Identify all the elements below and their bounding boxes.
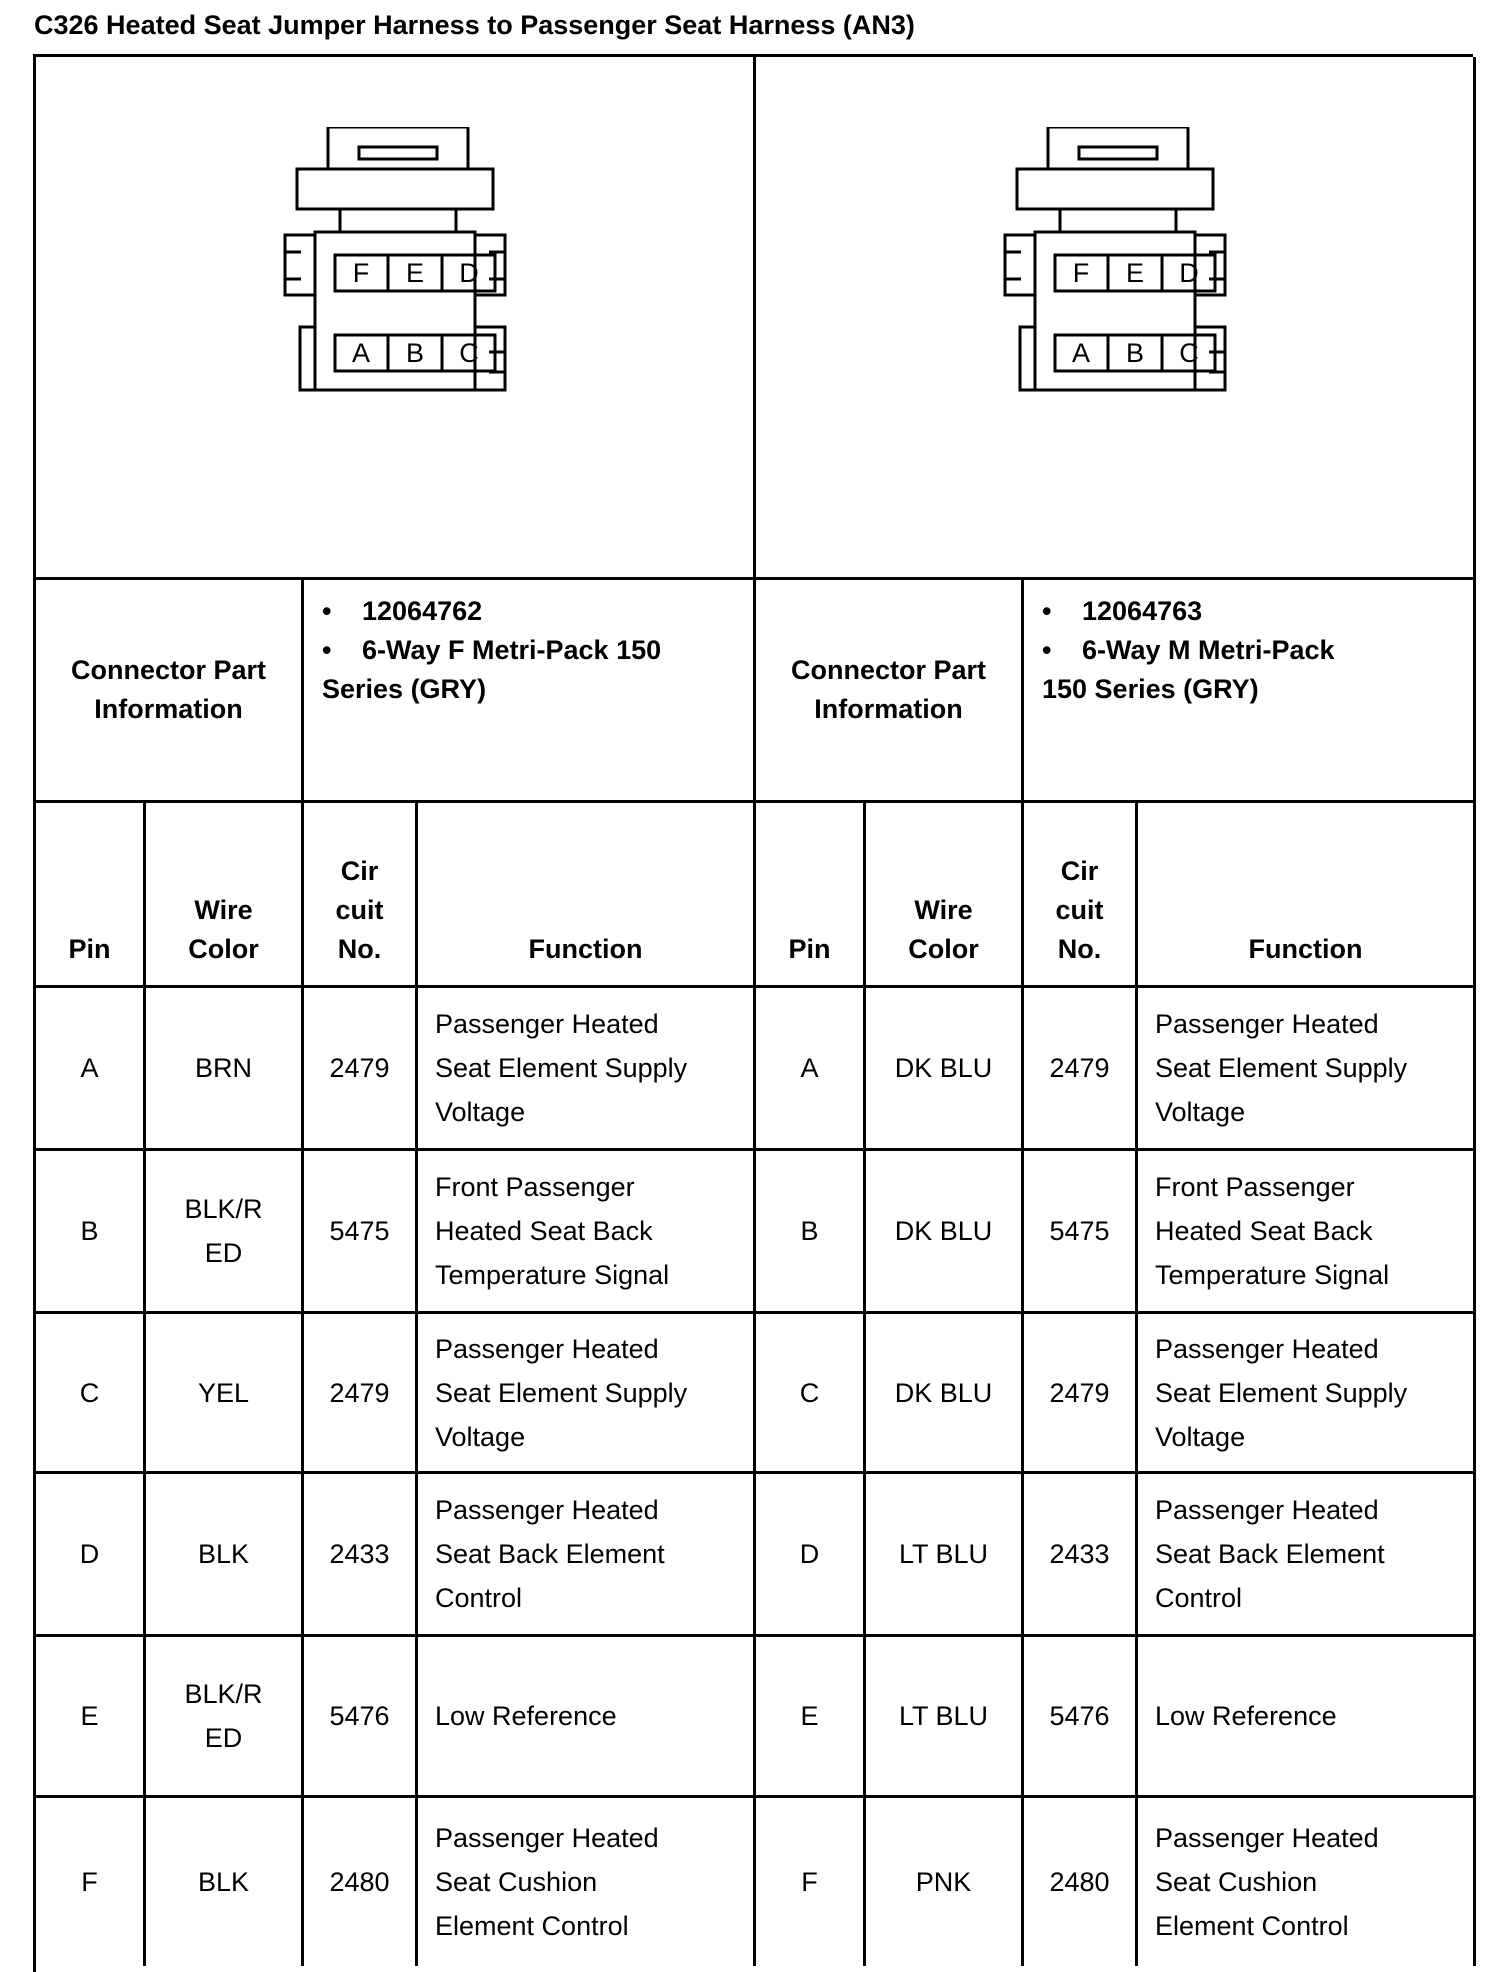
- connector-part-info-value: [304, 580, 756, 803]
- function-text: Seat Back Element: [435, 1539, 665, 1569]
- wire-color-text: DK BLU: [894, 1377, 993, 1408]
- header-text: Color: [188, 934, 259, 964]
- connector-part-info-label: [756, 580, 1024, 803]
- wire-color-text: LT BLU: [898, 1701, 989, 1731]
- header-text: No.: [337, 934, 382, 964]
- connector-part-info-label: [36, 580, 304, 803]
- wire-color-text: YEL: [197, 1377, 250, 1408]
- pin-cell: [756, 1637, 866, 1798]
- wire-color-cell: [866, 1637, 1024, 1798]
- bullet-glyph: •: [1042, 596, 1052, 626]
- connector-part-info-value: [1024, 580, 1476, 803]
- wire-color-text: ED: [204, 1723, 243, 1753]
- wire-color-text: BRN: [194, 1053, 252, 1083]
- function-cell: [418, 1151, 756, 1314]
- part-description: 150 Series (GRY): [1042, 674, 1259, 704]
- part-description: 6-Way F Metri-Pack 150: [362, 635, 662, 665]
- connector-diagram-cell: [756, 57, 1476, 580]
- pin-id: A: [800, 1053, 819, 1083]
- pin-cavity-label: C: [458, 338, 479, 368]
- info-label-line: Connector Part: [70, 655, 267, 685]
- part-number: 12064763: [1082, 596, 1203, 626]
- function-cell: [1138, 1151, 1476, 1314]
- wire-color-cell: [146, 1637, 304, 1798]
- function-cell: [1138, 1798, 1476, 1966]
- header-circuit-number: [1024, 803, 1138, 988]
- pin-id: F: [801, 1867, 818, 1897]
- function-text: Passenger Heated: [1155, 1333, 1379, 1364]
- header-wire-color: [866, 803, 1024, 988]
- function-cell: [418, 1798, 756, 1966]
- function-text: Voltage: [1155, 1421, 1246, 1452]
- function-text: Passenger Heated: [1155, 1823, 1379, 1853]
- pin-cell: [36, 1474, 146, 1637]
- function-text: Temperature Signal: [435, 1260, 670, 1290]
- function-text: Voltage: [1155, 1097, 1246, 1127]
- header-text: cuit: [1055, 895, 1104, 925]
- function-text: Passenger Heated: [1155, 1009, 1379, 1039]
- info-label-line: Connector Part: [790, 655, 987, 685]
- part-number-item: [322, 592, 482, 631]
- header-text: Pin: [68, 934, 111, 964]
- function-text: Seat Back Element: [1155, 1539, 1385, 1569]
- header-text: Function: [1248, 934, 1363, 964]
- circuit-number: 5475: [1049, 1216, 1110, 1246]
- function-text: Temperature Signal: [1155, 1260, 1390, 1290]
- bullet-glyph: •: [322, 596, 332, 626]
- info-label-line: Information: [814, 694, 963, 724]
- pin-id: D: [799, 1539, 820, 1569]
- pin-cavity-label: A: [351, 338, 370, 368]
- info-label-line: Information: [94, 694, 243, 724]
- pin-cell: [756, 1151, 866, 1314]
- part-number: 12064762: [362, 596, 483, 626]
- pin-cell: [36, 1314, 146, 1474]
- function-text: Seat Element Supply: [435, 1377, 688, 1408]
- part-description-item: [322, 670, 486, 709]
- part-description-item: [1042, 631, 1335, 670]
- circuit-number-cell: [304, 1314, 418, 1474]
- pin-id: B: [80, 1216, 99, 1246]
- header-text: Wire: [914, 895, 973, 925]
- function-cell: [418, 988, 756, 1151]
- wire-color-cell: [866, 1314, 1024, 1474]
- circuit-number: 2479: [329, 1053, 390, 1083]
- pin-cell: [36, 1798, 146, 1966]
- wire-color-cell: [866, 1798, 1024, 1966]
- function-text: Control: [435, 1583, 523, 1613]
- pin-cavity-label: B: [405, 338, 424, 368]
- pin-cavity-label: D: [458, 258, 479, 288]
- pin-id: E: [800, 1701, 819, 1731]
- circuit-number: 5476: [1049, 1701, 1110, 1731]
- wire-color-cell: [146, 1474, 304, 1637]
- function-text: Passenger Heated: [435, 1495, 659, 1525]
- pin-cavity-label: E: [1125, 258, 1144, 288]
- circuit-number: 2479: [329, 1377, 390, 1408]
- function-text: Front Passenger: [1155, 1172, 1355, 1202]
- wire-color-text: BLK/R: [184, 1679, 263, 1709]
- header-text: Cir: [340, 856, 379, 886]
- circuit-number: 5475: [329, 1216, 390, 1246]
- wire-color-text: BLK: [197, 1867, 250, 1897]
- circuit-number-cell: [304, 988, 418, 1151]
- pin-cavity-label: D: [1178, 258, 1199, 288]
- pin-cell: [756, 1798, 866, 1966]
- header-text: Pin: [788, 934, 831, 964]
- wire-color-cell: [866, 1474, 1024, 1637]
- pin-cell: [36, 1151, 146, 1314]
- header-text: No.: [1057, 934, 1102, 964]
- function-cell: [1138, 1474, 1476, 1637]
- header-function: [418, 803, 756, 988]
- function-text: Seat Element Supply: [1155, 1377, 1408, 1408]
- pin-id: C: [799, 1377, 820, 1408]
- wire-color-text: BLK: [197, 1539, 250, 1569]
- function-text: Seat Cushion: [435, 1867, 598, 1897]
- wire-color-cell: [146, 1151, 304, 1314]
- function-text: Voltage: [435, 1097, 526, 1127]
- pin-id: C: [79, 1377, 100, 1408]
- wire-color-text: PNK: [915, 1867, 972, 1897]
- pin-cavity-label: C: [1178, 338, 1199, 368]
- wire-color-cell: [146, 988, 304, 1151]
- part-number-item: [1042, 592, 1202, 631]
- function-cell: [418, 1637, 756, 1798]
- circuit-number-cell: [1024, 1314, 1138, 1474]
- pin-cavity-label: E: [405, 258, 424, 288]
- circuit-number: 2479: [1049, 1053, 1110, 1083]
- pin-cavity-label: B: [1125, 338, 1144, 368]
- wire-color-text: ED: [204, 1238, 243, 1268]
- pin-id: D: [79, 1539, 100, 1569]
- circuit-number-cell: [304, 1151, 418, 1314]
- circuit-number-cell: [304, 1637, 418, 1798]
- function-text: Heated Seat Back: [435, 1216, 653, 1246]
- header-text: Color: [908, 934, 979, 964]
- bullet-glyph: •: [322, 635, 332, 665]
- function-text: Low Reference: [1155, 1701, 1337, 1731]
- function-text: Voltage: [435, 1421, 526, 1452]
- wire-color-cell: [146, 1314, 304, 1474]
- wire-color-cell: [866, 1151, 1024, 1314]
- pin-cavity-label: F: [1072, 258, 1089, 288]
- circuit-number-cell: [304, 1474, 418, 1637]
- wire-color-text: DK BLU: [894, 1216, 993, 1246]
- connector-face-diagram: [995, 127, 1235, 402]
- circuit-number: 2433: [1049, 1539, 1110, 1569]
- part-description: 6-Way M Metri-Pack: [1082, 635, 1335, 665]
- connector-table: [33, 54, 1473, 1972]
- function-text: Passenger Heated: [1155, 1495, 1379, 1525]
- function-text: Heated Seat Back: [1155, 1216, 1373, 1246]
- pin-cavity-label: F: [352, 258, 369, 288]
- circuit-number: 2479: [1049, 1377, 1110, 1408]
- pin-cavity-label: A: [1071, 338, 1090, 368]
- header-pin: [756, 803, 866, 988]
- function-text: Passenger Heated: [435, 1009, 659, 1039]
- pin-id: F: [81, 1867, 98, 1897]
- header-text: Function: [528, 934, 643, 964]
- function-cell: [1138, 988, 1476, 1151]
- part-description-item: [1042, 670, 1259, 709]
- function-cell: [418, 1474, 756, 1637]
- part-description-item: [322, 631, 661, 670]
- function-cell: [1138, 1637, 1476, 1798]
- circuit-number: 2480: [329, 1867, 390, 1897]
- pin-id: B: [800, 1216, 819, 1246]
- wire-color-cell: [146, 1798, 304, 1966]
- header-text: Wire: [194, 895, 253, 925]
- wire-color-text: LT BLU: [898, 1539, 989, 1569]
- circuit-number: 2480: [1049, 1867, 1110, 1897]
- bullet-glyph: •: [1042, 635, 1052, 665]
- pin-id: E: [80, 1701, 99, 1731]
- circuit-number-cell: [1024, 1151, 1138, 1314]
- header-text: cuit: [335, 895, 384, 925]
- circuit-number-cell: [1024, 1637, 1138, 1798]
- header-circuit-number: [304, 803, 418, 988]
- connector-diagram-cell: [36, 57, 756, 580]
- header-wire-color: [146, 803, 304, 988]
- pin-cell: [756, 1314, 866, 1474]
- circuit-number-cell: [304, 1798, 418, 1966]
- function-text: Element Control: [435, 1911, 629, 1941]
- function-text: Element Control: [1155, 1911, 1349, 1941]
- page-title: C326 Heated Seat Jumper Harness to Passenger Seat Harness (AN3): [34, 10, 915, 40]
- function-text: Low Reference: [435, 1701, 617, 1731]
- function-text: Passenger Heated: [435, 1823, 659, 1853]
- circuit-number-cell: [1024, 1798, 1138, 1966]
- part-description: Series (GRY): [322, 674, 487, 704]
- function-text: Seat Cushion: [1155, 1867, 1318, 1897]
- wire-color-cell: [866, 988, 1024, 1151]
- circuit-number: 2433: [329, 1539, 390, 1569]
- pin-cell: [756, 988, 866, 1151]
- header-function: [1138, 803, 1476, 988]
- header-pin: [36, 803, 146, 988]
- function-text: Seat Element Supply: [435, 1053, 688, 1083]
- header-text: Cir: [1060, 856, 1099, 886]
- circuit-number-cell: [1024, 988, 1138, 1151]
- pin-cell: [756, 1474, 866, 1637]
- function-text: Passenger Heated: [435, 1333, 659, 1364]
- pin-cell: [36, 1637, 146, 1798]
- wire-color-text: BLK/R: [184, 1194, 263, 1224]
- circuit-number-cell: [1024, 1474, 1138, 1637]
- function-text: Front Passenger: [435, 1172, 635, 1202]
- connector-face-diagram: [275, 127, 515, 402]
- pin-cell: [36, 988, 146, 1151]
- function-text: Seat Element Supply: [1155, 1053, 1408, 1083]
- circuit-number: 5476: [329, 1701, 390, 1731]
- function-cell: [1138, 1314, 1476, 1474]
- wire-color-text: DK BLU: [894, 1053, 993, 1083]
- function-cell: [418, 1314, 756, 1474]
- function-text: Control: [1155, 1583, 1243, 1613]
- pin-id: A: [80, 1053, 99, 1083]
